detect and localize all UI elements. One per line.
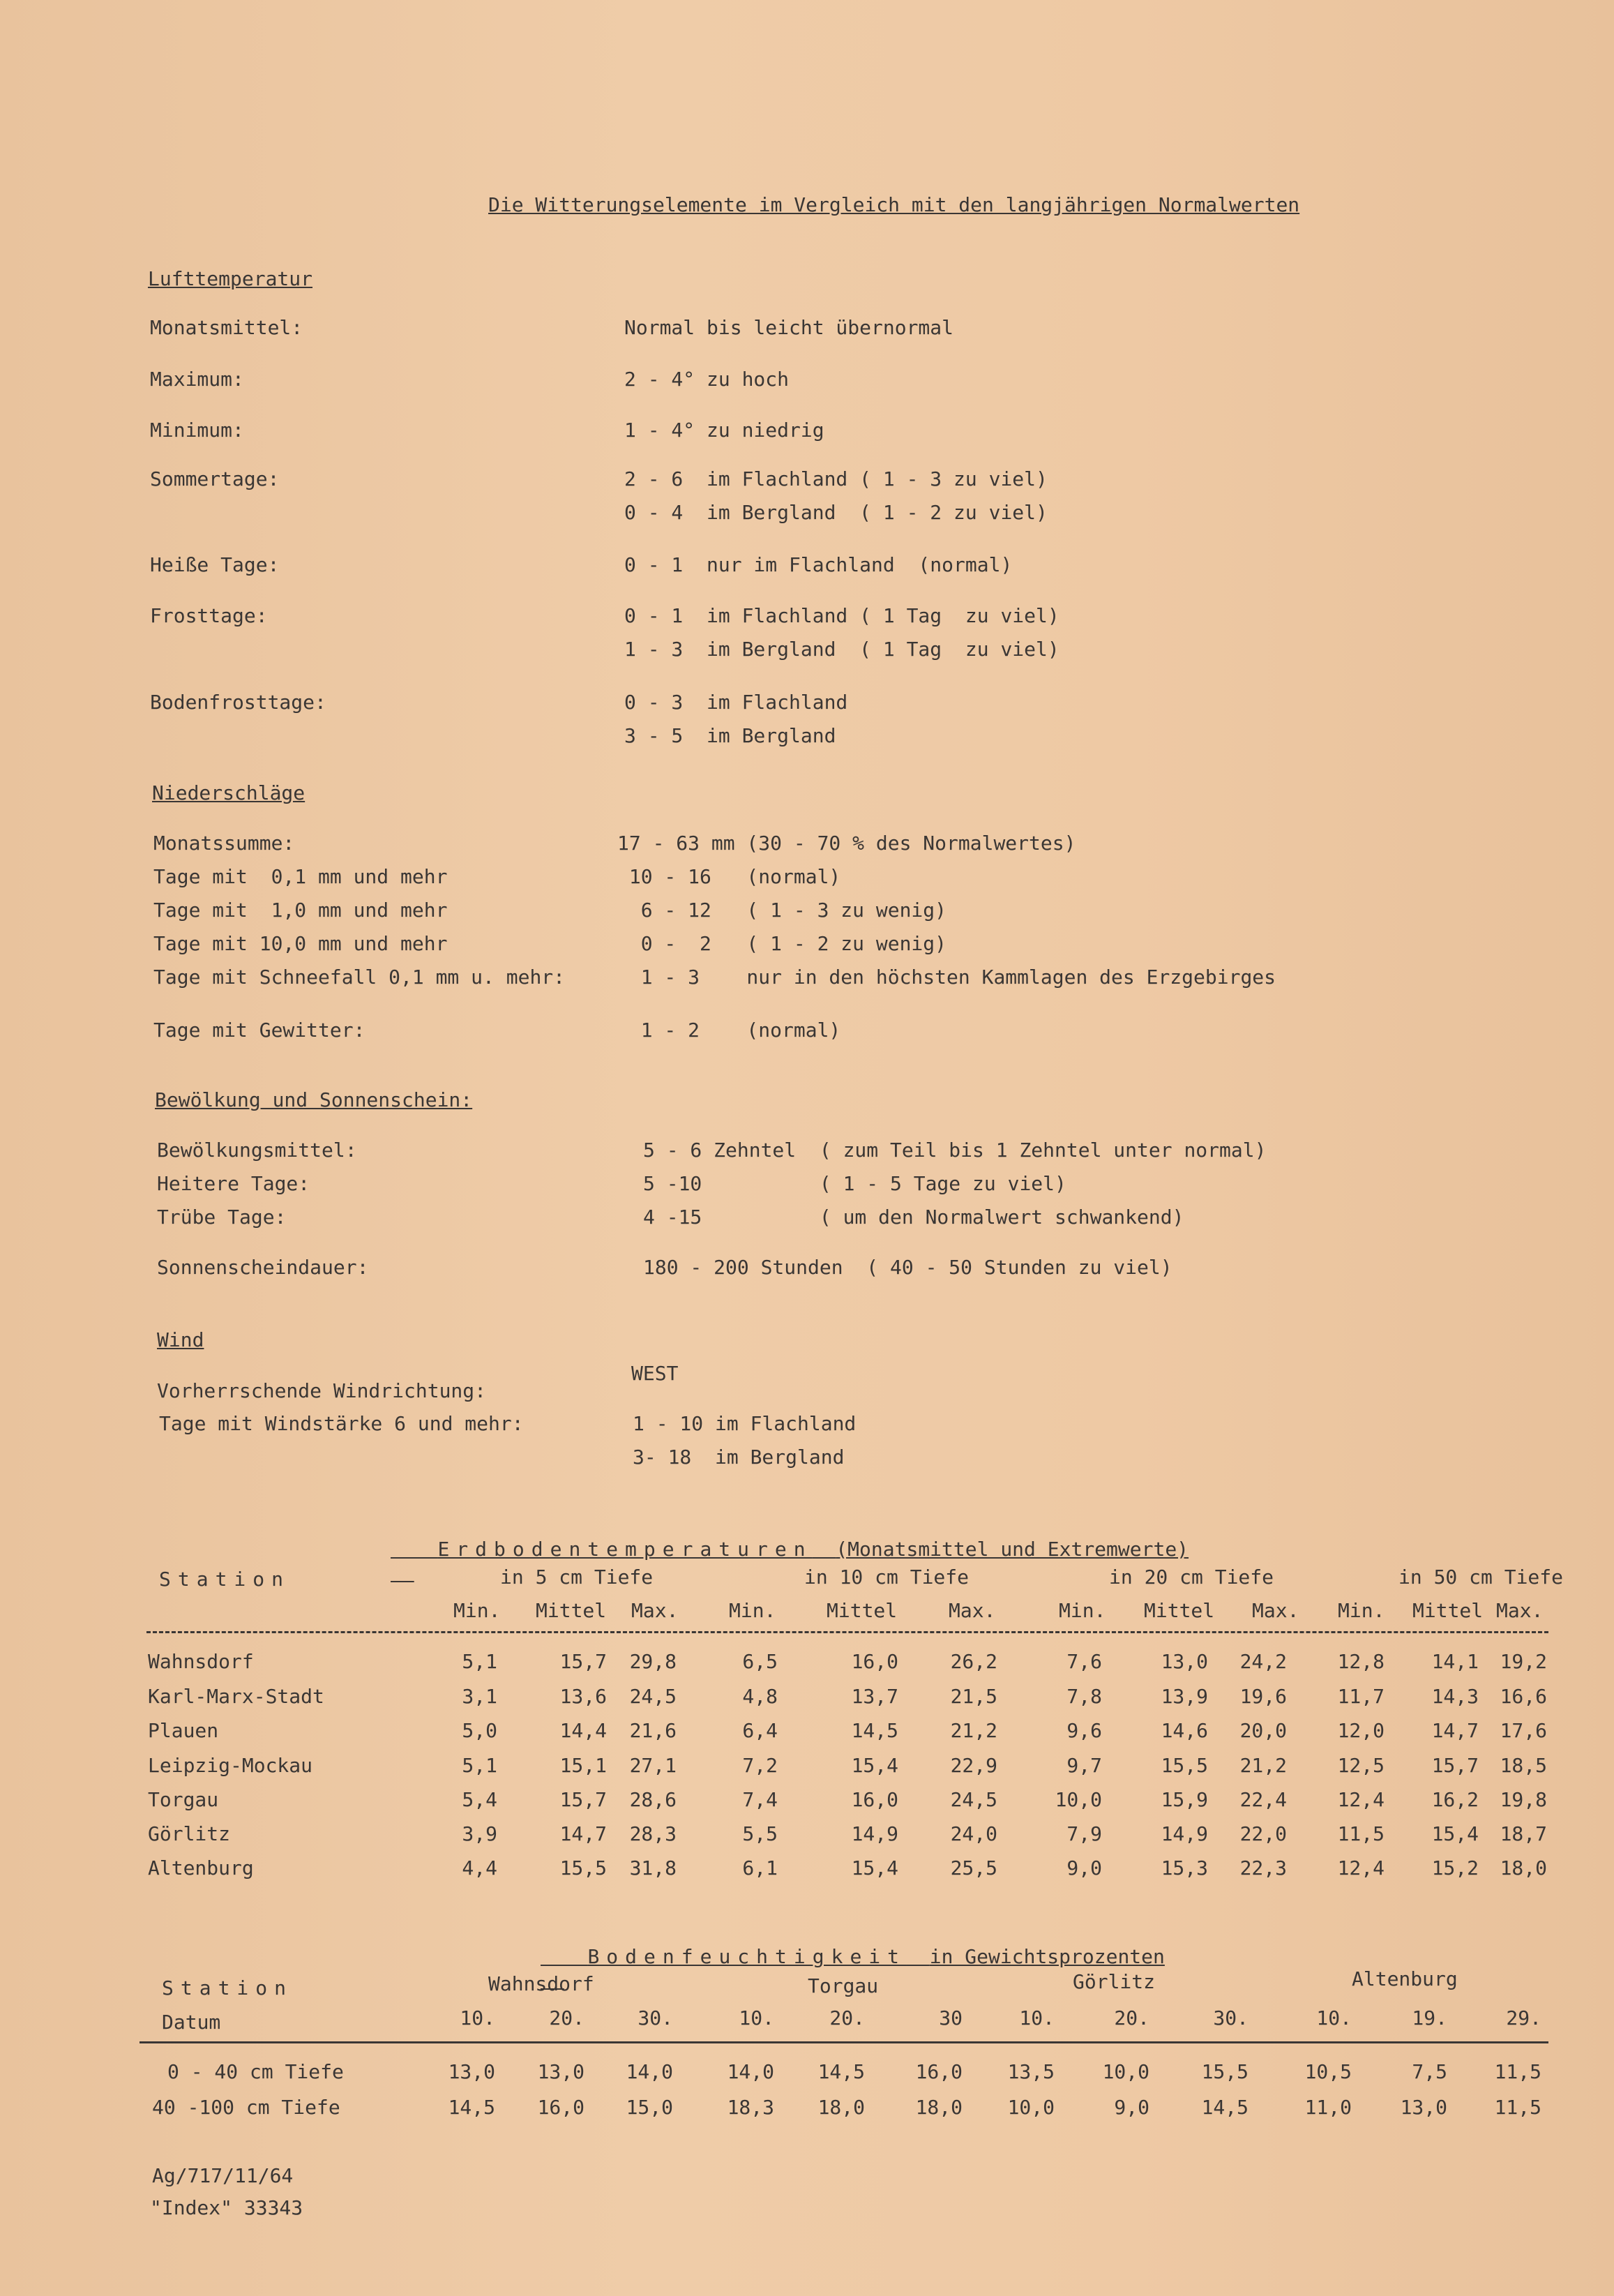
bodenfeuchte-cell: 14,5 — [448, 2096, 495, 2119]
bodenfeuchte-cell: 9,0 — [1114, 2096, 1149, 2119]
bodenfeuchte-station-name: Görlitz — [1073, 1970, 1156, 1993]
erdboden-cell: 24,0 — [950, 1822, 997, 1845]
erdboden-subheader: Max. — [949, 1599, 996, 1622]
bodenfeuchte-depth-label: 40 -100 cm Tiefe — [152, 2096, 340, 2119]
erdboden-cell: 5,1 — [462, 1650, 497, 1673]
erdboden-cell: 9,7 — [1066, 1754, 1102, 1777]
erdboden-cell: 24,5 — [950, 1788, 997, 1811]
bodenfeuchte-date: 19. — [1412, 2006, 1447, 2029]
erdboden-subheader: Mittel — [1412, 1599, 1484, 1622]
bewoelkung-label: Bewölkungsmittel: — [157, 1139, 357, 1162]
erdboden-station-name: Plauen — [148, 1719, 219, 1742]
luft-label: Frosttage: — [150, 604, 268, 627]
erdboden-cell: 14,6 — [1161, 1719, 1208, 1742]
erdboden-cell: 16,0 — [851, 1788, 898, 1811]
erdboden-station-name: Leipzig-Mockau — [148, 1754, 313, 1777]
luft-value: 1 - 3 im Bergland ( 1 Tag zu viel) — [624, 638, 1059, 661]
erdboden-cell: 22,3 — [1239, 1856, 1287, 1879]
erdboden-cell: 12,5 — [1337, 1754, 1385, 1777]
bodenfeuchte-header-divider — [139, 2041, 1548, 2043]
luft-value: 0 - 1 nur im Flachland (normal) — [624, 553, 1013, 576]
bodenfeuchte-cell: 16,0 — [537, 2096, 584, 2119]
bodenfeuchte-cell: 18,0 — [817, 2096, 865, 2119]
luft-value: 0 - 4 im Bergland ( 1 - 2 zu viel) — [624, 501, 1048, 524]
bodenfeuchte-cell: 10,5 — [1304, 2060, 1352, 2083]
bodenfeuchte-date: 10. — [460, 2006, 495, 2029]
erdboden-cell: 13,6 — [559, 1685, 607, 1708]
bodenfeuchte-cell: 11,5 — [1494, 2060, 1541, 2083]
erdboden-cell: 18,7 — [1500, 1822, 1547, 1845]
erdboden-subheader: Min. — [1059, 1599, 1106, 1622]
bodenfeuchte-cell: 14,0 — [727, 2060, 774, 2083]
erdboden-cell: 22,4 — [1239, 1788, 1287, 1811]
erdboden-cell: 15,7 — [1431, 1754, 1479, 1777]
erdboden-cell: 21,2 — [950, 1719, 997, 1742]
bodenfeuchte-cell: 15,5 — [1201, 2060, 1249, 2083]
niederschlag-label: Tage mit 0,1 mm und mehr — [153, 865, 448, 888]
erdboden-station-name: Torgau — [148, 1788, 219, 1811]
bodenfeuchte-cell: 14,5 — [1201, 2096, 1249, 2119]
bodenfeuchte-cell: 10,0 — [1007, 2096, 1055, 2119]
erdboden-cell: 7,4 — [742, 1788, 778, 1811]
erdboden-cell: 10,0 — [1055, 1788, 1102, 1811]
erdboden-cell: 27,1 — [629, 1754, 677, 1777]
erdboden-header-divider — [146, 1631, 1548, 1633]
bodenfeuchte-cell: 13,0 — [1400, 2096, 1447, 2119]
bodenfeuchte-date: 30. — [638, 2006, 673, 2029]
erdboden-cell: 22,0 — [1239, 1822, 1287, 1845]
erdboden-cell: 14,7 — [559, 1822, 607, 1845]
erdboden-cell: 14,4 — [559, 1719, 607, 1742]
niederschlag-label: Tage mit Schneefall 0,1 mm u. mehr: — [153, 966, 566, 989]
erdboden-cell: 4,4 — [462, 1856, 497, 1879]
erdboden-subheader: Min. — [729, 1599, 776, 1622]
erdboden-cell: 19,8 — [1500, 1788, 1547, 1811]
bodenfeuchte-title-main: Bodenfeuchtigkeit — [587, 1945, 907, 1968]
erdboden-cell: 16,0 — [851, 1650, 898, 1673]
erdboden-title-sub: (Monatsmittel und Extremwerte) — [836, 1538, 1189, 1561]
luft-value: 2 - 4° zu hoch — [624, 368, 790, 391]
erdboden-cell: 14,1 — [1431, 1650, 1479, 1673]
niederschlag-value: 1 - 3 nur in den höchsten Kammlagen des Erzgebirges — [617, 966, 1276, 989]
niederschlag-value: 0 - 2 ( 1 - 2 zu wenig) — [617, 932, 947, 955]
bodenfeuchte-date: 20. — [549, 2006, 584, 2029]
erdboden-station-header: Station — [159, 1568, 291, 1591]
erdboden-cell: 19,6 — [1239, 1685, 1287, 1708]
niederschlag-label: Tage mit 10,0 mm und mehr — [153, 932, 448, 955]
erdboden-cell: 11,5 — [1337, 1822, 1385, 1845]
section-heading-wind: Wind — [157, 1328, 204, 1351]
luft-label: Bodenfrosttage: — [150, 691, 326, 714]
erdboden-cell: 7,8 — [1066, 1685, 1102, 1708]
erdboden-cell: 9,0 — [1066, 1856, 1102, 1879]
luft-label: Monatsmittel: — [150, 316, 303, 339]
bodenfeuchte-cell: 16,0 — [915, 2060, 963, 2083]
footer-index: "Index" 33343 — [150, 2196, 303, 2219]
erdboden-cell: 5,0 — [462, 1719, 497, 1742]
luft-label: Heiße Tage: — [150, 553, 280, 576]
bodenfeuchte-date: 29. — [1506, 2006, 1541, 2029]
erdboden-cell: 4,8 — [742, 1685, 778, 1708]
bodenfeuchte-cell: 18,0 — [915, 2096, 963, 2119]
bodenfeuchte-title-sub: in Gewichtsprozenten — [929, 1945, 1165, 1968]
bodenfeuchte-cell: 13,5 — [1007, 2060, 1055, 2083]
erdboden-cell: 15,7 — [559, 1788, 607, 1811]
bodenfeuchte-date: 10. — [739, 2006, 774, 2029]
erdboden-cell: 22,9 — [950, 1754, 997, 1777]
erdboden-cell: 14,9 — [1161, 1822, 1208, 1845]
bodenfeuchte-cell: 14,0 — [626, 2060, 673, 2083]
erdboden-cell: 12,8 — [1337, 1650, 1385, 1673]
erdboden-cell: 12,4 — [1337, 1788, 1385, 1811]
bewoelkung-label: Trübe Tage: — [157, 1206, 287, 1229]
erdboden-cell: 5,4 — [462, 1788, 497, 1811]
page-title: Die Witterungselemente im Vergleich mit den langjährigen Normalwerten — [488, 193, 1300, 216]
luft-value: 0 - 1 im Flachland ( 1 Tag zu viel) — [624, 604, 1059, 627]
erdboden-cell: 3,1 — [462, 1685, 497, 1708]
erdboden-subheader: Mittel — [827, 1599, 898, 1622]
erdboden-subheader: Mittel — [536, 1599, 607, 1622]
erdboden-cell: 24,2 — [1239, 1650, 1287, 1673]
bodenfeuchte-station-name: Torgau — [808, 1974, 879, 1997]
niederschlag-value: 17 - 63 mm (30 - 70 % des Normalwertes) — [617, 832, 1076, 855]
erdboden-cell: 15,4 — [851, 1754, 898, 1777]
erdboden-station-name: Wahnsdorf — [148, 1650, 254, 1673]
erdboden-cell: 13,0 — [1161, 1650, 1208, 1673]
erdboden-station-name: Karl-Marx-Stadt — [148, 1685, 324, 1708]
bodenfeuchte-cell: 15,0 — [626, 2096, 673, 2119]
erdboden-depth-header: in 50 cm Tiefe — [1398, 1566, 1564, 1589]
wind-strength-flachland: 1 - 10 im Flachland — [633, 1412, 857, 1435]
erdboden-cell: 14,9 — [851, 1822, 898, 1845]
bodenfeuchte-date: 20. — [829, 2006, 865, 2029]
luft-value: 1 - 4° zu niedrig — [624, 419, 824, 442]
wind-direction-value: WEST — [631, 1362, 679, 1385]
luft-label: Sommertage: — [150, 467, 280, 490]
erdboden-cell: 6,1 — [742, 1856, 778, 1879]
erdboden-cell: 15,5 — [559, 1856, 607, 1879]
erdboden-cell: 15,4 — [1431, 1822, 1479, 1845]
niederschlag-label: Monatssumme: — [153, 832, 295, 855]
erdboden-cell: 21,2 — [1239, 1754, 1287, 1777]
bodenfeuchte-date: 20. — [1114, 2006, 1149, 2029]
erdboden-cell: 28,6 — [629, 1788, 677, 1811]
erdboden-cell: 15,5 — [1161, 1754, 1208, 1777]
niederschlag-value: 10 - 16 (normal) — [617, 865, 841, 888]
erdboden-depth-header: in 5 cm Tiefe — [500, 1566, 654, 1589]
niederschlag-value: 1 - 2 (normal) — [617, 1019, 841, 1042]
erdboden-cell: 14,5 — [851, 1719, 898, 1742]
bodenfeuchte-cell: 13,0 — [448, 2060, 495, 2083]
erdboden-cell: 29,8 — [629, 1650, 677, 1673]
erdboden-cell: 17,6 — [1500, 1719, 1547, 1742]
erdboden-cell: 21,6 — [629, 1719, 677, 1742]
niederschlag-value: 6 - 12 ( 1 - 3 zu wenig) — [617, 899, 947, 922]
erdboden-cell: 21,5 — [950, 1685, 997, 1708]
section-heading-lufttemperatur: Lufttemperatur — [148, 267, 313, 290]
erdboden-cell: 15,1 — [559, 1754, 607, 1777]
bodenfeuchte-cell: 13,0 — [537, 2060, 584, 2083]
bewoelkung-label: Sonnenscheindauer: — [157, 1256, 369, 1279]
footer-reference: Ag/717/11/64 — [152, 2164, 294, 2187]
erdboden-cell: 15,2 — [1431, 1856, 1479, 1879]
bodenfeuchte-station-header: Station — [162, 1976, 294, 1999]
luft-label: Minimum: — [150, 419, 244, 442]
erdboden-cell: 15,7 — [559, 1650, 607, 1673]
erdboden-cell: 18,5 — [1500, 1754, 1547, 1777]
bodenfeuchte-cell: 11,0 — [1304, 2096, 1352, 2119]
erdboden-cell: 31,8 — [629, 1856, 677, 1879]
erdboden-subheader: Max. — [1496, 1599, 1544, 1622]
erdboden-cell: 6,5 — [742, 1650, 778, 1673]
erdboden-cell: 5,1 — [462, 1754, 497, 1777]
erdboden-station-name: Görlitz — [148, 1822, 231, 1845]
erdboden-subheader: Max. — [631, 1599, 679, 1622]
erdboden-cell: 20,0 — [1239, 1719, 1287, 1742]
erdboden-cell: 13,9 — [1161, 1685, 1208, 1708]
erdboden-subheader: Mittel — [1144, 1599, 1215, 1622]
section-heading-bewoelkung: Bewölkung und Sonnenschein: — [155, 1088, 473, 1111]
erdboden-title-main: Erdbodentemperaturen — [437, 1538, 813, 1561]
bewoelkung-value: 5 - 6 Zehntel ( zum Teil bis 1 Zehntel unter normal) — [643, 1139, 1267, 1162]
erdboden-cell: 16,2 — [1431, 1788, 1479, 1811]
erdboden-cell: 16,6 — [1500, 1685, 1547, 1708]
niederschlag-label: Tage mit 1,0 mm und mehr — [153, 899, 448, 922]
bodenfeuchte-cell: 10,0 — [1102, 2060, 1149, 2083]
luft-value: 3 - 5 im Bergland — [624, 724, 836, 747]
erdboden-cell: 14,7 — [1431, 1719, 1479, 1742]
erdboden-cell: 12,0 — [1337, 1719, 1385, 1742]
erdboden-cell: 5,5 — [742, 1822, 778, 1845]
erdboden-station-name: Altenburg — [148, 1856, 254, 1879]
bodenfeuchte-date: 10. — [1316, 2006, 1352, 2029]
wind-strength-label: Tage mit Windstärke 6 und mehr: — [159, 1412, 524, 1435]
erdboden-cell: 19,2 — [1500, 1650, 1547, 1673]
erdboden-cell: 11,7 — [1337, 1685, 1385, 1708]
erdboden-cell: 7,2 — [742, 1754, 778, 1777]
erdboden-cell: 3,9 — [462, 1822, 497, 1845]
erdboden-cell: 15,3 — [1161, 1856, 1208, 1879]
bodenfeuchte-station-name: Altenburg — [1352, 1967, 1458, 1990]
niederschlag-label: Tage mit Gewitter: — [153, 1019, 365, 1042]
erdboden-cell: 6,4 — [742, 1719, 778, 1742]
bodenfeuchte-depth-label: 0 - 40 cm Tiefe — [167, 2060, 344, 2083]
wind-direction-label: Vorherrschende Windrichtung: — [157, 1379, 487, 1402]
bodenfeuchte-date: 30 — [939, 2006, 963, 2029]
erdboden-subheader: Max. — [1252, 1599, 1299, 1622]
erdboden-cell: 15,9 — [1161, 1788, 1208, 1811]
section-heading-niederschlaege: Niederschläge — [152, 781, 306, 804]
erdboden-cell: 14,3 — [1431, 1685, 1479, 1708]
luft-value: Normal bis leicht übernormal — [624, 316, 954, 339]
erdboden-cell: 12,4 — [1337, 1856, 1385, 1879]
erdboden-depth-header: in 20 cm Tiefe — [1109, 1566, 1274, 1589]
bodenfeuchte-date: 30. — [1213, 2006, 1249, 2029]
erdboden-cell: 7,6 — [1066, 1650, 1102, 1673]
erdboden-depth-header: in 10 cm Tiefe — [804, 1566, 970, 1589]
erdboden-subheader: Min. — [453, 1599, 501, 1622]
bodenfeuchte-cell: 14,5 — [817, 2060, 865, 2083]
erdboden-cell: 13,7 — [851, 1685, 898, 1708]
erdboden-cell: 24,5 — [629, 1685, 677, 1708]
bodenfeuchte-cell: 18,3 — [727, 2096, 774, 2119]
luft-value: 0 - 3 im Flachland — [624, 691, 848, 714]
erdboden-cell: 15,4 — [851, 1856, 898, 1879]
bewoelkung-value: 180 - 200 Stunden ( 40 - 50 Stunden zu viel) — [643, 1256, 1172, 1279]
bewoelkung-label: Heitere Tage: — [157, 1172, 310, 1195]
erdboden-cell: 7,9 — [1066, 1822, 1102, 1845]
bewoelkung-value: 5 -10 ( 1 - 5 Tage zu viel) — [643, 1172, 1066, 1195]
erdboden-subheader: Min. — [1338, 1599, 1385, 1622]
erdboden-cell: 18,0 — [1500, 1856, 1547, 1879]
erdboden-cell: 9,6 — [1066, 1719, 1102, 1742]
luft-value: 2 - 6 im Flachland ( 1 - 3 zu viel) — [624, 467, 1048, 490]
bodenfeuchte-date: 10. — [1019, 2006, 1055, 2029]
luft-label: Maximum: — [150, 368, 244, 391]
bodenfeuchte-cell: 11,5 — [1494, 2096, 1541, 2119]
erdboden-cell: 26,2 — [950, 1650, 997, 1673]
bodenfeuchte-datum-header: Datum — [162, 2011, 221, 2034]
wind-strength-bergland: 3- 18 im Bergland — [633, 1446, 845, 1469]
bodenfeuchte-cell: 7,5 — [1412, 2060, 1447, 2083]
erdboden-cell: 25,5 — [950, 1856, 997, 1879]
erdboden-cell: 28,3 — [629, 1822, 677, 1845]
bodenfeuchte-station-name: Wahnsdorf — [488, 1972, 594, 1995]
bewoelkung-value: 4 -15 ( um den Normalwert schwankend) — [643, 1206, 1184, 1229]
